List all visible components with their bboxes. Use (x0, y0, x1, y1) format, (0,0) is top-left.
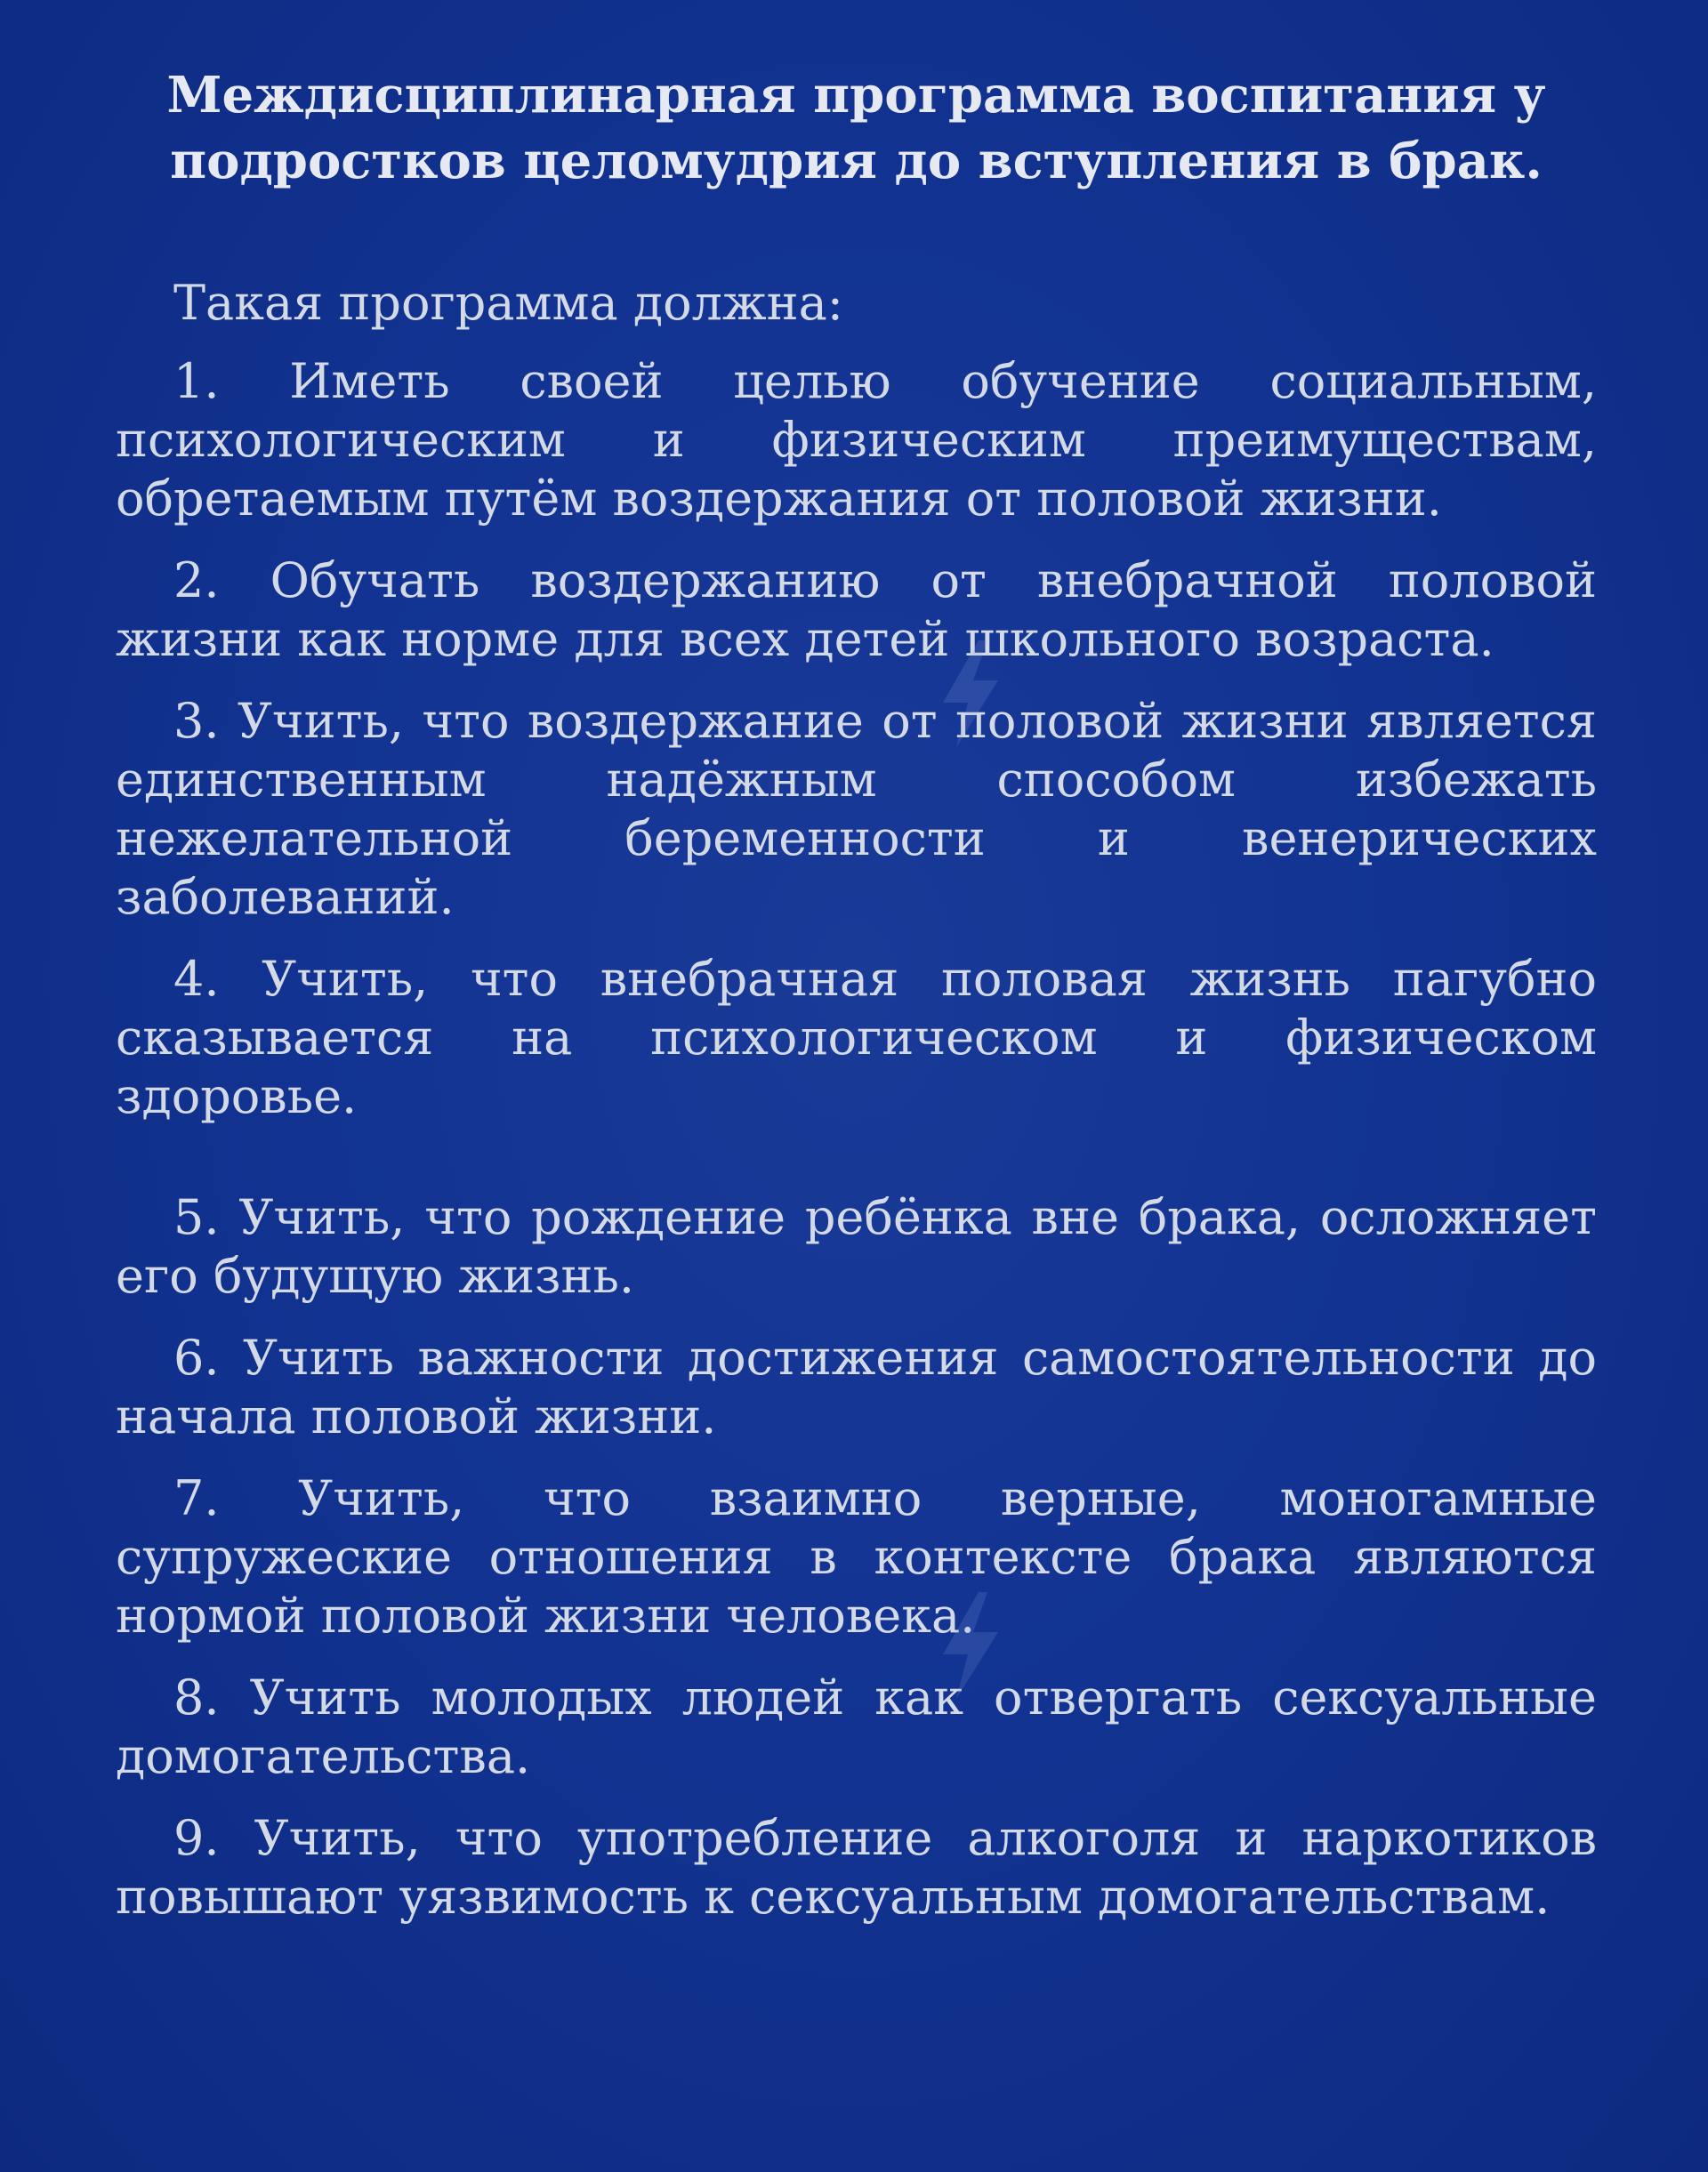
list-item-8: 8. Учить молодых людей как отвергать сексуальные домогательства. (116, 1669, 1597, 1784)
page-title: Междисциплинарная программа воспитания у подростков целомудрия до вступления в брак. (166, 66, 1546, 190)
list-item-5: 5. Учить, что рождение ребёнка вне брака, осложняет его будущую жизнь. (116, 1189, 1597, 1304)
list-item-1: 1. Иметь своей целью обучение социальным, психологическим и физическим преимуществам, обретаемым путём воздержания от половой жизни. (116, 353, 1597, 527)
list-item-7: 7. Учить, что взаимно верные, моногамные супружеские отношения в контексте брака являются нормой половой жизни человека. (116, 1470, 1597, 1644)
list-item-3: 3. Учить, что воздержание от половой жизни является единственным надёжным способом избежать нежелательной беременности и венерических заболеваний. (116, 693, 1597, 925)
intro-text: Такая программа должна: (173, 275, 843, 331)
list-item-2: 2. Обучать воздержанию от внебрачной половой жизни как норме для всех детей школьного возраста. (116, 552, 1597, 667)
list-item-9: 9. Учить, что употребление алкоголя и наркотиков повышают уязвимость к сексуальным домогательствам. (116, 1810, 1597, 1925)
list-item-4: 4. Учить, что внебрачная половая жизнь пагубно сказывается на психологическом и физическом здоровье. (116, 951, 1597, 1124)
lightning-watermark-icon-2 (934, 1592, 1005, 1699)
list-item-6: 6. Учить важности достижения самостоятельности до начала половой жизни. (116, 1330, 1597, 1444)
lightning-watermark-icon (934, 640, 1005, 747)
